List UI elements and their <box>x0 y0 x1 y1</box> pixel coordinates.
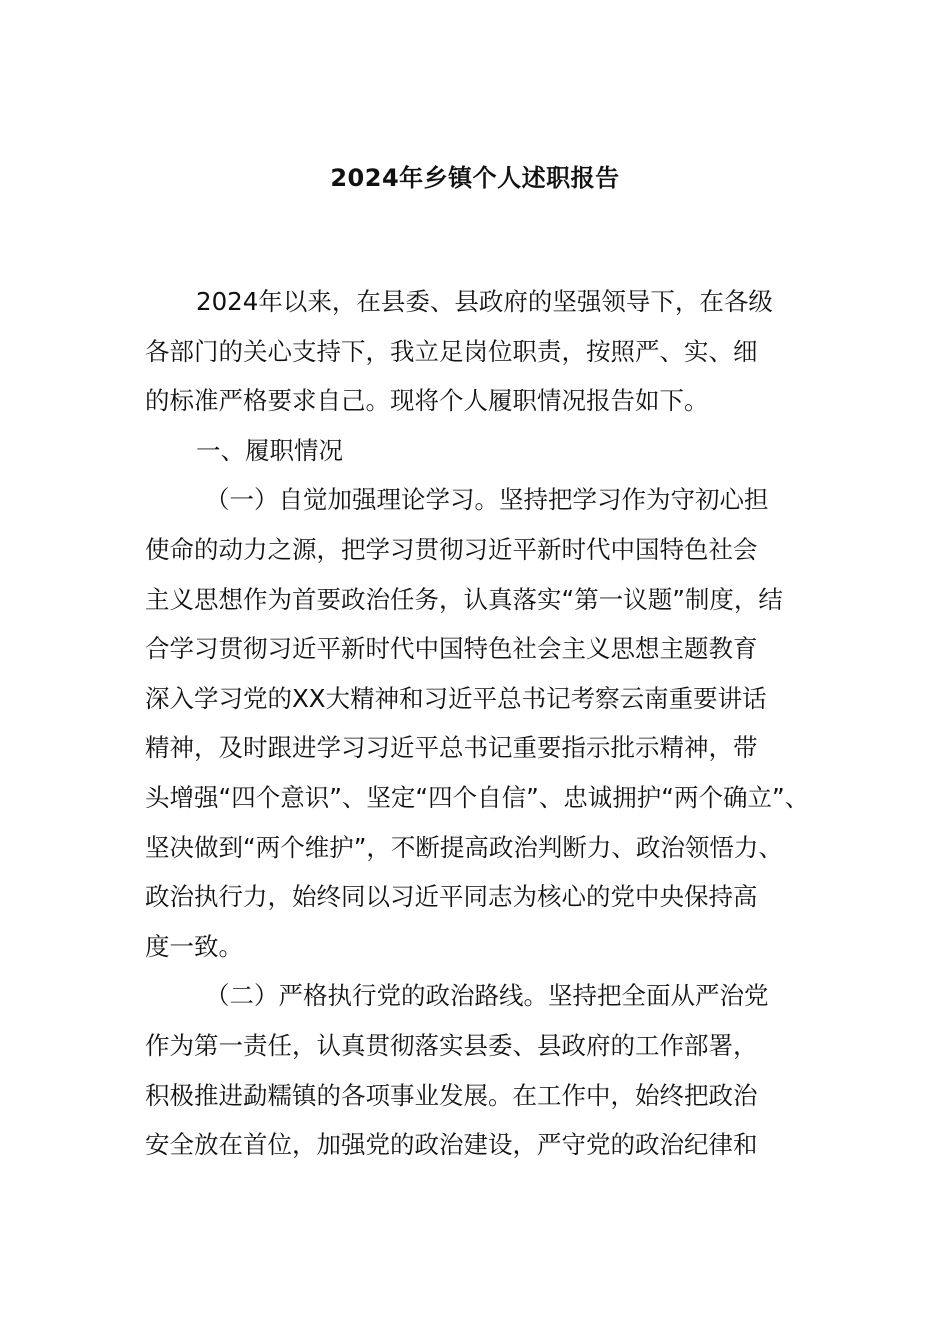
paragraph-line: 深入学习党的XX大精神和习近平总书记考察云南重要讲话 <box>145 683 767 713</box>
paragraph-line: 作为第一责任，认真贯彻落实县委、县政府的工作部署， <box>145 1030 758 1060</box>
paragraph-line: 合学习贯彻习近平新时代中国特色社会主义思想主题教育 <box>145 634 758 664</box>
paragraph-line: 度一致。 <box>145 931 243 961</box>
paragraph-line: 2024年以来，在县委、县政府的坚强领导下，在各级 <box>196 287 773 316</box>
paragraph-line: 主义思想作为首要政治任务，认真落实“第一议题”制度，结 <box>145 584 783 614</box>
paragraph-line: 安全放在首位，加强党的政治建设，严守党的政治纪律和 <box>145 1130 758 1160</box>
paragraph-line: 头增强“四个意识”、坚定“四个自信”、忠诚拥护“两个确立”、 <box>145 782 810 812</box>
document-title: 2024年乡镇个人述职报告 <box>330 164 620 192</box>
paragraph-line: 积极推进勐糯镇的各项事业发展。在工作中，始终把政治 <box>145 1080 758 1110</box>
subsection-heading-line: （二）严格执行党的政治路线。坚持把全面从严治党 <box>205 981 769 1011</box>
document-body <box>145 277 810 1170</box>
paragraph-line: 精神，及时跟进学习习近平总书记重要指示批示精神，带 <box>145 733 758 763</box>
paragraph-line: 各部门的关心支持下，我立足岗位职责，按照严、实、细 <box>145 336 758 366</box>
paragraph-line: 政治执行力，始终同以习近平同志为核心的党中央保持高 <box>145 882 758 912</box>
subsection-heading-line: （一）自觉加强理论学习。坚持把学习作为守初心担 <box>205 485 769 515</box>
paragraph-line: 的标准严格要求自己。现将个人履职情况报告如下。 <box>145 386 709 416</box>
section-heading: 一、履职情况 <box>196 435 343 465</box>
paragraph-line: 使命的动力之源，把学习贯彻习近平新时代中国特色社会 <box>145 534 758 564</box>
paragraph-line: 坚决做到“两个维护”，不断提高政治判断力、政治领悟力、 <box>145 832 783 862</box>
